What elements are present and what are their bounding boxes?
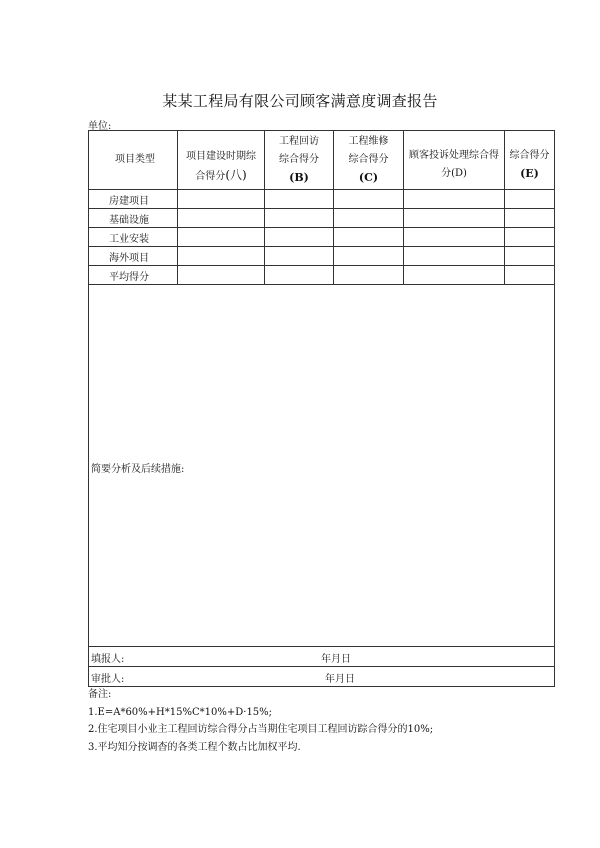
input-cell[interactable] [404, 247, 505, 266]
filler-row [89, 647, 555, 667]
input-cell[interactable] [265, 209, 334, 228]
input-cell[interactable] [178, 247, 265, 266]
input-cell[interactable] [334, 266, 404, 285]
table-row [89, 266, 555, 285]
input-cell[interactable] [334, 209, 404, 228]
report-title: 某某工程局有限公司顾客满意度调查报告 [162, 92, 438, 110]
row-label: 基础设施 [89, 209, 178, 228]
input-cell[interactable] [265, 190, 334, 209]
input-cell[interactable] [334, 190, 404, 209]
unit-label: 单位: [88, 121, 112, 132]
input-cell[interactable] [404, 190, 505, 209]
survey-table [88, 130, 555, 687]
approver-label: 审批人: [91, 674, 125, 685]
input-cell[interactable] [505, 209, 555, 228]
note-item: 1.E=A*60%+H*15%C*10%+D·15%; [88, 706, 273, 718]
input-cell[interactable] [265, 247, 334, 266]
note-item: 3.平均知分按调杳的各类工程个数占比加权平均. [88, 741, 301, 753]
input-cell[interactable] [178, 209, 265, 228]
table-header-row [89, 131, 555, 190]
input-cell[interactable] [505, 190, 555, 209]
notes-section [88, 686, 433, 756]
filler-label: 填报人: [91, 654, 125, 665]
row-label: 平均得分 [89, 266, 178, 285]
input-cell[interactable] [178, 228, 265, 247]
header-project-type: 项目类型 [89, 131, 178, 190]
table-row [89, 247, 555, 266]
filler-date: 年月日 [321, 654, 351, 665]
header-score-a: 项目建设时期综 合得分(八) [178, 131, 265, 190]
table-row [89, 190, 555, 209]
input-cell[interactable] [505, 266, 555, 285]
input-cell[interactable] [265, 266, 334, 285]
table-row [89, 209, 555, 228]
header-score-c: 工程维修 综合得分 (C) [334, 131, 404, 190]
input-cell[interactable] [334, 228, 404, 247]
table-row [89, 228, 555, 247]
approver-date: 年月日 [325, 674, 355, 685]
analysis-field[interactable] [89, 285, 555, 647]
approver-row [89, 667, 555, 687]
header-score-d: 顾客投诉处理综合得 分(D) [404, 131, 505, 190]
input-cell[interactable] [178, 190, 265, 209]
analysis-label: 简要分析及后续措施: [91, 463, 185, 475]
row-label: 房建项目 [89, 190, 178, 209]
input-cell[interactable] [178, 266, 265, 285]
input-cell[interactable] [334, 247, 404, 266]
header-score-b: 工程回访 综合得分 (B) [265, 131, 334, 190]
row-label: 工业安装 [89, 228, 178, 247]
notes-heading: 备注: [88, 689, 112, 700]
input-cell[interactable] [404, 266, 505, 285]
note-item: 2.住宅项目小业主工程回访综合得分占当期住宅项目工程回访踪合得分的10%; [88, 724, 434, 735]
input-cell[interactable] [505, 247, 555, 266]
filler-field[interactable] [89, 647, 555, 667]
approver-field[interactable] [89, 667, 555, 687]
row-label: 海外项目 [89, 247, 178, 266]
header-score-e: 综合得分 (E) [505, 131, 555, 190]
input-cell[interactable] [404, 228, 505, 247]
analysis-row [89, 285, 555, 647]
input-cell[interactable] [505, 228, 555, 247]
input-cell[interactable] [404, 209, 505, 228]
input-cell[interactable] [265, 228, 334, 247]
